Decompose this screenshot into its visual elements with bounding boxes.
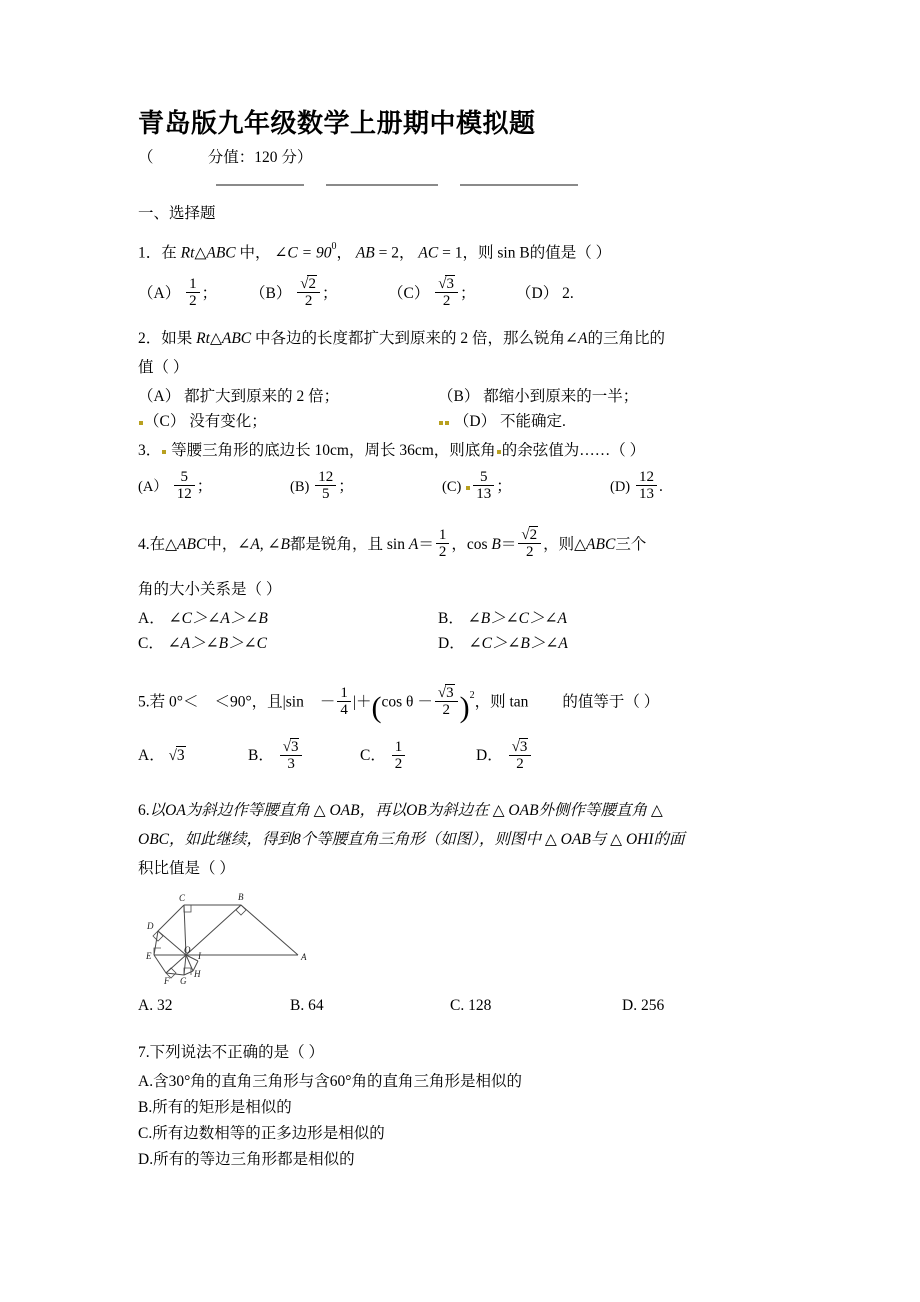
q4-option-b[interactable] [438, 606, 738, 631]
q3-option-c-tail: ； [496, 477, 512, 495]
q6-option-a[interactable] [138, 993, 290, 1018]
q4-abc-2: ABC [586, 535, 616, 553]
q2-option-c[interactable] [138, 409, 438, 434]
artifact-dot-icon [139, 421, 143, 425]
q3-option-b-num: 12 [318, 469, 334, 486]
q7-option-c-label: C. [138, 1125, 153, 1142]
q3-option-d-label: (D) [610, 478, 631, 495]
figure-label-E: E [146, 951, 152, 961]
q4-text-6: ，则△ [543, 535, 587, 553]
q2-option-b-text: 都缩小到原来的一半； [483, 387, 639, 405]
q5-plus: ＋ [355, 693, 372, 710]
q2-text-1: 如果 [161, 329, 193, 347]
q4-sin-num: 1 [438, 527, 447, 544]
q4-option-d-text: ∠C＞∠B＞∠A [468, 634, 568, 652]
q1-option-a-num: 1 [189, 276, 197, 293]
figure-label-D: D [147, 921, 154, 931]
q2-option-a-label: （A） [138, 387, 181, 405]
q1-comma-1: ， [336, 244, 352, 262]
q5-quarter-den: 4 [337, 701, 351, 718]
q1-option-c-den: 2 [435, 292, 458, 309]
q7-option-d[interactable] [138, 1147, 798, 1173]
q5-cos-expr: cos θ － [381, 693, 433, 710]
q4-option-a[interactable] [138, 606, 438, 631]
q7-option-a-text: 含30°角的直角三角形与含60°角的直角三角形是相似的 [153, 1073, 522, 1090]
q7-number: 7. [138, 1044, 150, 1061]
q2-rt: Rt [196, 329, 210, 347]
blank-line-2 [326, 184, 438, 186]
q1-number: 1． [138, 244, 162, 262]
q6-option-d-text: 256 [640, 997, 665, 1014]
q3-option-b-den: 5 [315, 485, 336, 502]
q6-option-a-text: 32 [156, 997, 173, 1014]
q7-option-a-label: A. [138, 1073, 154, 1090]
artifact-dot-icon [445, 421, 449, 425]
q3-text-2: 的余弦值为……（ ） [501, 441, 646, 459]
q4-text-1: 在△ [149, 535, 178, 553]
q3-option-b-fraction [315, 469, 336, 502]
q1-option-c-num: √3 [438, 276, 454, 293]
q4-option-b-label: B． [438, 609, 464, 627]
q4-eq-1: ＝ [418, 535, 434, 553]
q5-option-c-num: 1 [394, 738, 403, 755]
q7-option-b-label: B. [138, 1099, 153, 1116]
q1-option-a-tail: ； [201, 284, 218, 302]
q2-option-c-text: 没有变化； [189, 412, 267, 430]
q5-option-b[interactable] [248, 736, 360, 776]
q2-triangle: △ABC [209, 329, 252, 347]
q1-comma-2: ， [399, 244, 415, 262]
q1-degree-sup: 0 [331, 241, 337, 252]
q2-text-3: 的三角比的 [587, 329, 665, 347]
q6-text-line3: 积比值是（ ） [138, 860, 235, 877]
q1-option-b[interactable] [250, 274, 388, 314]
q1-ac-val: = 1 [442, 244, 463, 262]
q6-text-line1: 以OA为斜边作等腰直角 △ OAB，再以OB为斜边在 △ OAB外侧作等腰直角 △ [149, 802, 663, 819]
question-4-stem [138, 525, 798, 565]
figure-label-O: O [184, 945, 191, 955]
figure-vertex-labels [146, 892, 307, 986]
question-6-stem-line3 [138, 856, 798, 881]
q4-option-c-label: C． [138, 634, 164, 652]
blank-line-1 [216, 184, 304, 186]
q1-option-d-text: 2. [562, 284, 574, 302]
q5-abs-open: | [282, 693, 286, 710]
q3-option-a-num: 5 [180, 469, 188, 486]
document-content [138, 106, 798, 1173]
q3-option-d[interactable] [610, 467, 663, 507]
q3-option-c-fraction [473, 469, 494, 502]
q4-text-3: ∠ [263, 535, 281, 553]
artifact-dot-icon [466, 486, 470, 490]
q5-abs-close: | [352, 693, 356, 710]
q4-cos-fraction [518, 527, 541, 560]
q1-option-c-label: （C） [388, 284, 430, 302]
q7-option-b[interactable] [138, 1095, 798, 1121]
fill-in-blanks-row [216, 176, 876, 190]
q2-option-a[interactable] [138, 384, 438, 409]
question-1-options [138, 274, 798, 314]
q4-angle-b: B [280, 535, 291, 553]
q1-option-b-fraction [297, 276, 320, 309]
figure-label-H: H [194, 969, 201, 979]
q5-option-c-label: C． [360, 747, 386, 764]
page-title: 青岛版九年级数学上册期中模拟题 [138, 108, 536, 138]
q1-option-c-tail: ； [459, 284, 476, 302]
question-2-stem [138, 326, 798, 351]
q5-text-2: ＜90°，且 [214, 693, 283, 710]
q5-option-d-label: D． [476, 747, 503, 764]
q3-number: 3． [138, 441, 162, 459]
q5-option-a-sqrt: √3 [168, 747, 185, 764]
q5-option-b-label: B． [248, 747, 274, 764]
q5-option-d-fraction [509, 739, 532, 772]
question-3-options [138, 467, 798, 507]
question-4-stem-line2: 角的大小关系是（ ） [138, 580, 282, 598]
figure-label-A: A [301, 952, 307, 962]
q7-option-d-label: D. [138, 1151, 154, 1168]
q4-option-a-label: A． [138, 609, 165, 627]
q3-option-a-den: 12 [174, 485, 195, 502]
question-5-options [138, 736, 798, 776]
q6-option-c-label: C. [450, 997, 465, 1014]
q6-option-c-text: 128 [468, 997, 492, 1014]
q4-eq-2: ＝ [500, 535, 517, 553]
q2-text-2: 中各边的长度都扩大到原来的 2 倍，那么锐角∠ [255, 329, 579, 347]
q4-text-7: 三个 [615, 535, 647, 553]
question-6-stem-line1 [138, 798, 798, 823]
q1-text-2: 中， [239, 244, 271, 262]
q3-option-c-label: (C) [442, 478, 462, 495]
blank-line-3 [460, 184, 578, 186]
q1-option-d[interactable] [516, 274, 574, 314]
q1-option-b-label: （B） [250, 284, 292, 302]
q6-option-c[interactable] [450, 993, 622, 1018]
q1-rt: Rt [180, 244, 195, 262]
score-line: （ 分值：120 分） [138, 149, 313, 166]
q4-text-4: 都是锐角，且 sin [290, 535, 409, 553]
q5-root3-fraction [435, 685, 458, 718]
q1-option-a-label: （A） [138, 284, 181, 302]
q1-option-a-den: 2 [186, 292, 200, 309]
q7-option-b-text: 所有的矩形是相似的 [152, 1099, 292, 1116]
q4-sin-den: 2 [436, 543, 450, 560]
q1-option-a-fraction [186, 276, 200, 309]
q5-option-d-den: 2 [509, 755, 532, 772]
isosceles-right-triangle-spiral-diagram [146, 887, 336, 987]
q4-option-c[interactable] [138, 631, 438, 656]
q1-option-c-radicand: 3 [446, 276, 454, 293]
q5-root3-num: √3 [437, 684, 454, 701]
q5-option-d-num: √3 [511, 738, 528, 755]
question-6-figure [146, 887, 336, 987]
q1-option-a[interactable] [138, 274, 250, 314]
artifact-dot-icon [497, 450, 501, 454]
q3-option-d-den: 13 [636, 485, 657, 502]
q1-option-c-fraction [435, 276, 458, 309]
q2-number: 2． [138, 329, 162, 347]
q6-option-d[interactable] [622, 993, 664, 1018]
q1-triangle: △ABC [194, 244, 236, 262]
q1-option-b-num: √2 [300, 276, 316, 293]
q4-text-5: ，cos [451, 535, 492, 553]
q4-text-2: 中，∠ [206, 535, 251, 553]
q5-text-4: 的值等于（ ） [562, 693, 660, 710]
q4-option-c-text: ∠A＞∠B＞∠C [167, 634, 267, 652]
q3-option-a-tail: ； [196, 477, 213, 495]
q4-option-a-text: ∠C＞∠A＞∠B [168, 609, 268, 627]
q5-paren-open: ( [371, 690, 382, 724]
q4-option-d-label: D． [438, 634, 465, 652]
q4-number: 4. [138, 535, 150, 553]
q4-cos-num: √2 [521, 527, 538, 544]
q7-option-a[interactable] [138, 1069, 798, 1095]
q5-sin: sin [285, 693, 304, 710]
q4-b-var: B [491, 535, 501, 553]
q2-angle-a: A [578, 329, 588, 347]
q1-option-c[interactable] [388, 274, 516, 314]
q1-ab: AB [355, 244, 375, 262]
figure-label-G: G [180, 976, 187, 986]
question-7-stem [138, 1040, 798, 1065]
q5-text-1: 若 0°＜ [149, 693, 199, 710]
q1-option-b-radicand: 2 [308, 276, 316, 293]
q4-sin-fraction [436, 527, 450, 560]
q3-option-b[interactable] [290, 467, 442, 507]
artifact-dot-icon [439, 421, 443, 425]
q1-angle-c: ∠C = 90 [274, 244, 332, 262]
q5-option-c-den: 2 [392, 755, 406, 772]
q1-option-b-tail: ； [321, 284, 338, 302]
q5-quarter-fraction [337, 685, 351, 718]
q3-option-d-fraction [636, 469, 657, 502]
figure-label-B: B [238, 892, 244, 902]
q6-option-a-label: A. [138, 997, 154, 1014]
question-4-options-row2 [138, 631, 798, 656]
q4-option-d[interactable] [438, 631, 738, 656]
q2-option-b-label: （B） [438, 387, 480, 405]
figure-label-I: I [198, 951, 201, 961]
q7-option-c[interactable] [138, 1121, 798, 1147]
q2-option-d[interactable] [438, 409, 738, 434]
q4-cos-den: 2 [518, 543, 541, 560]
q6-option-b[interactable] [290, 993, 450, 1018]
figure-label-C: C [179, 893, 186, 903]
q5-quarter-num: 1 [340, 684, 348, 701]
q3-option-c-den: 13 [473, 485, 494, 502]
q2-option-d-text: 不能确定. [499, 412, 566, 430]
q4-angle-a: A, [250, 535, 264, 553]
q5-paren-close: ) [459, 690, 470, 724]
q5-text-3: ，则 tan [474, 693, 529, 710]
q1-ab-val: = 2 [378, 244, 400, 262]
q3-option-a-fraction [174, 469, 195, 502]
q7-text: 下列说法不正确的是（ ） [149, 1044, 325, 1061]
q4-a-var: A [408, 535, 419, 553]
q3-option-c-num: 5 [479, 469, 488, 486]
q6-option-d-label: D. [622, 997, 638, 1014]
q5-option-b-fraction [280, 739, 303, 772]
q2-option-c-label: （C） [144, 412, 186, 430]
q7-option-c-text: 所有边数相等的正多边形是相似的 [152, 1125, 385, 1142]
q3-option-a[interactable] [138, 467, 290, 507]
q4-abc-1: ABC [177, 535, 207, 553]
q3-option-c[interactable] [442, 467, 610, 507]
question-2-options-row2 [138, 409, 798, 434]
question-2-options-row1 [138, 384, 798, 409]
q4-option-b-text: ∠B＞∠C＞∠A [467, 609, 567, 627]
q3-option-b-tail: ； [338, 477, 354, 495]
artifact-dot-icon [162, 450, 166, 454]
q2-option-a-text: 都扩大到原来的 2 倍； [184, 387, 340, 405]
q3-option-d-num: 12 [639, 469, 655, 486]
q6-number: 6. [138, 802, 150, 819]
q5-option-b-num: √3 [282, 738, 299, 755]
q1-sin-b: sin B [497, 244, 530, 262]
question-3-stem [138, 438, 798, 463]
q5-number: 5. [138, 693, 150, 710]
q6-text-line2: OBC，如此继续，得到8个等腰直角三角形（如图），则图中 △ OAB与 △ OHI的面 [138, 831, 685, 848]
q3-option-b-label: (B) [290, 478, 310, 495]
q6-option-b-text: 64 [308, 997, 324, 1014]
q1-text-3: 的值是（ ） [529, 244, 612, 262]
q1-comma-3: ，则 [462, 244, 494, 262]
q5-minus: － [319, 693, 336, 710]
question-2-stem-line2: 值（ ） [138, 358, 189, 376]
q5-option-c-fraction [392, 739, 406, 772]
q3-option-a-label: (A） [138, 478, 168, 495]
q5-option-d[interactable] [476, 736, 533, 776]
q6-option-b-label: B. [290, 997, 305, 1014]
question-6-stem-line2 [138, 827, 798, 852]
question-1-stem [138, 234, 798, 266]
q2-option-b[interactable] [438, 384, 738, 409]
q1-option-b-den: 2 [297, 292, 320, 309]
q2-option-d-label: （D） [453, 412, 497, 430]
q1-text-1: 在 [161, 244, 177, 262]
q5-option-a[interactable] [138, 736, 248, 776]
question-6-options [138, 993, 798, 1018]
q5-option-a-label: A． [138, 747, 165, 764]
q1-option-d-label: （D） [516, 284, 559, 302]
section-heading-choice: 一、选择题 [138, 205, 216, 222]
q7-option-d-text: 所有的等边三角形都是相似的 [153, 1151, 355, 1168]
q1-ac: AC [418, 244, 439, 262]
q3-text-1: 等腰三角形的底边长 10cm，周长 36cm，则底角 [171, 441, 496, 459]
question-5-stem [138, 674, 798, 725]
question-4-options-row1 [138, 606, 798, 631]
q5-option-b-den: 3 [280, 755, 303, 772]
figure-label-F: F [164, 976, 170, 986]
q3-option-d-tail: . [659, 477, 663, 495]
q5-power: 2 [469, 689, 475, 701]
q5-root3-den: 2 [435, 701, 458, 718]
q5-option-c[interactable] [360, 736, 476, 776]
